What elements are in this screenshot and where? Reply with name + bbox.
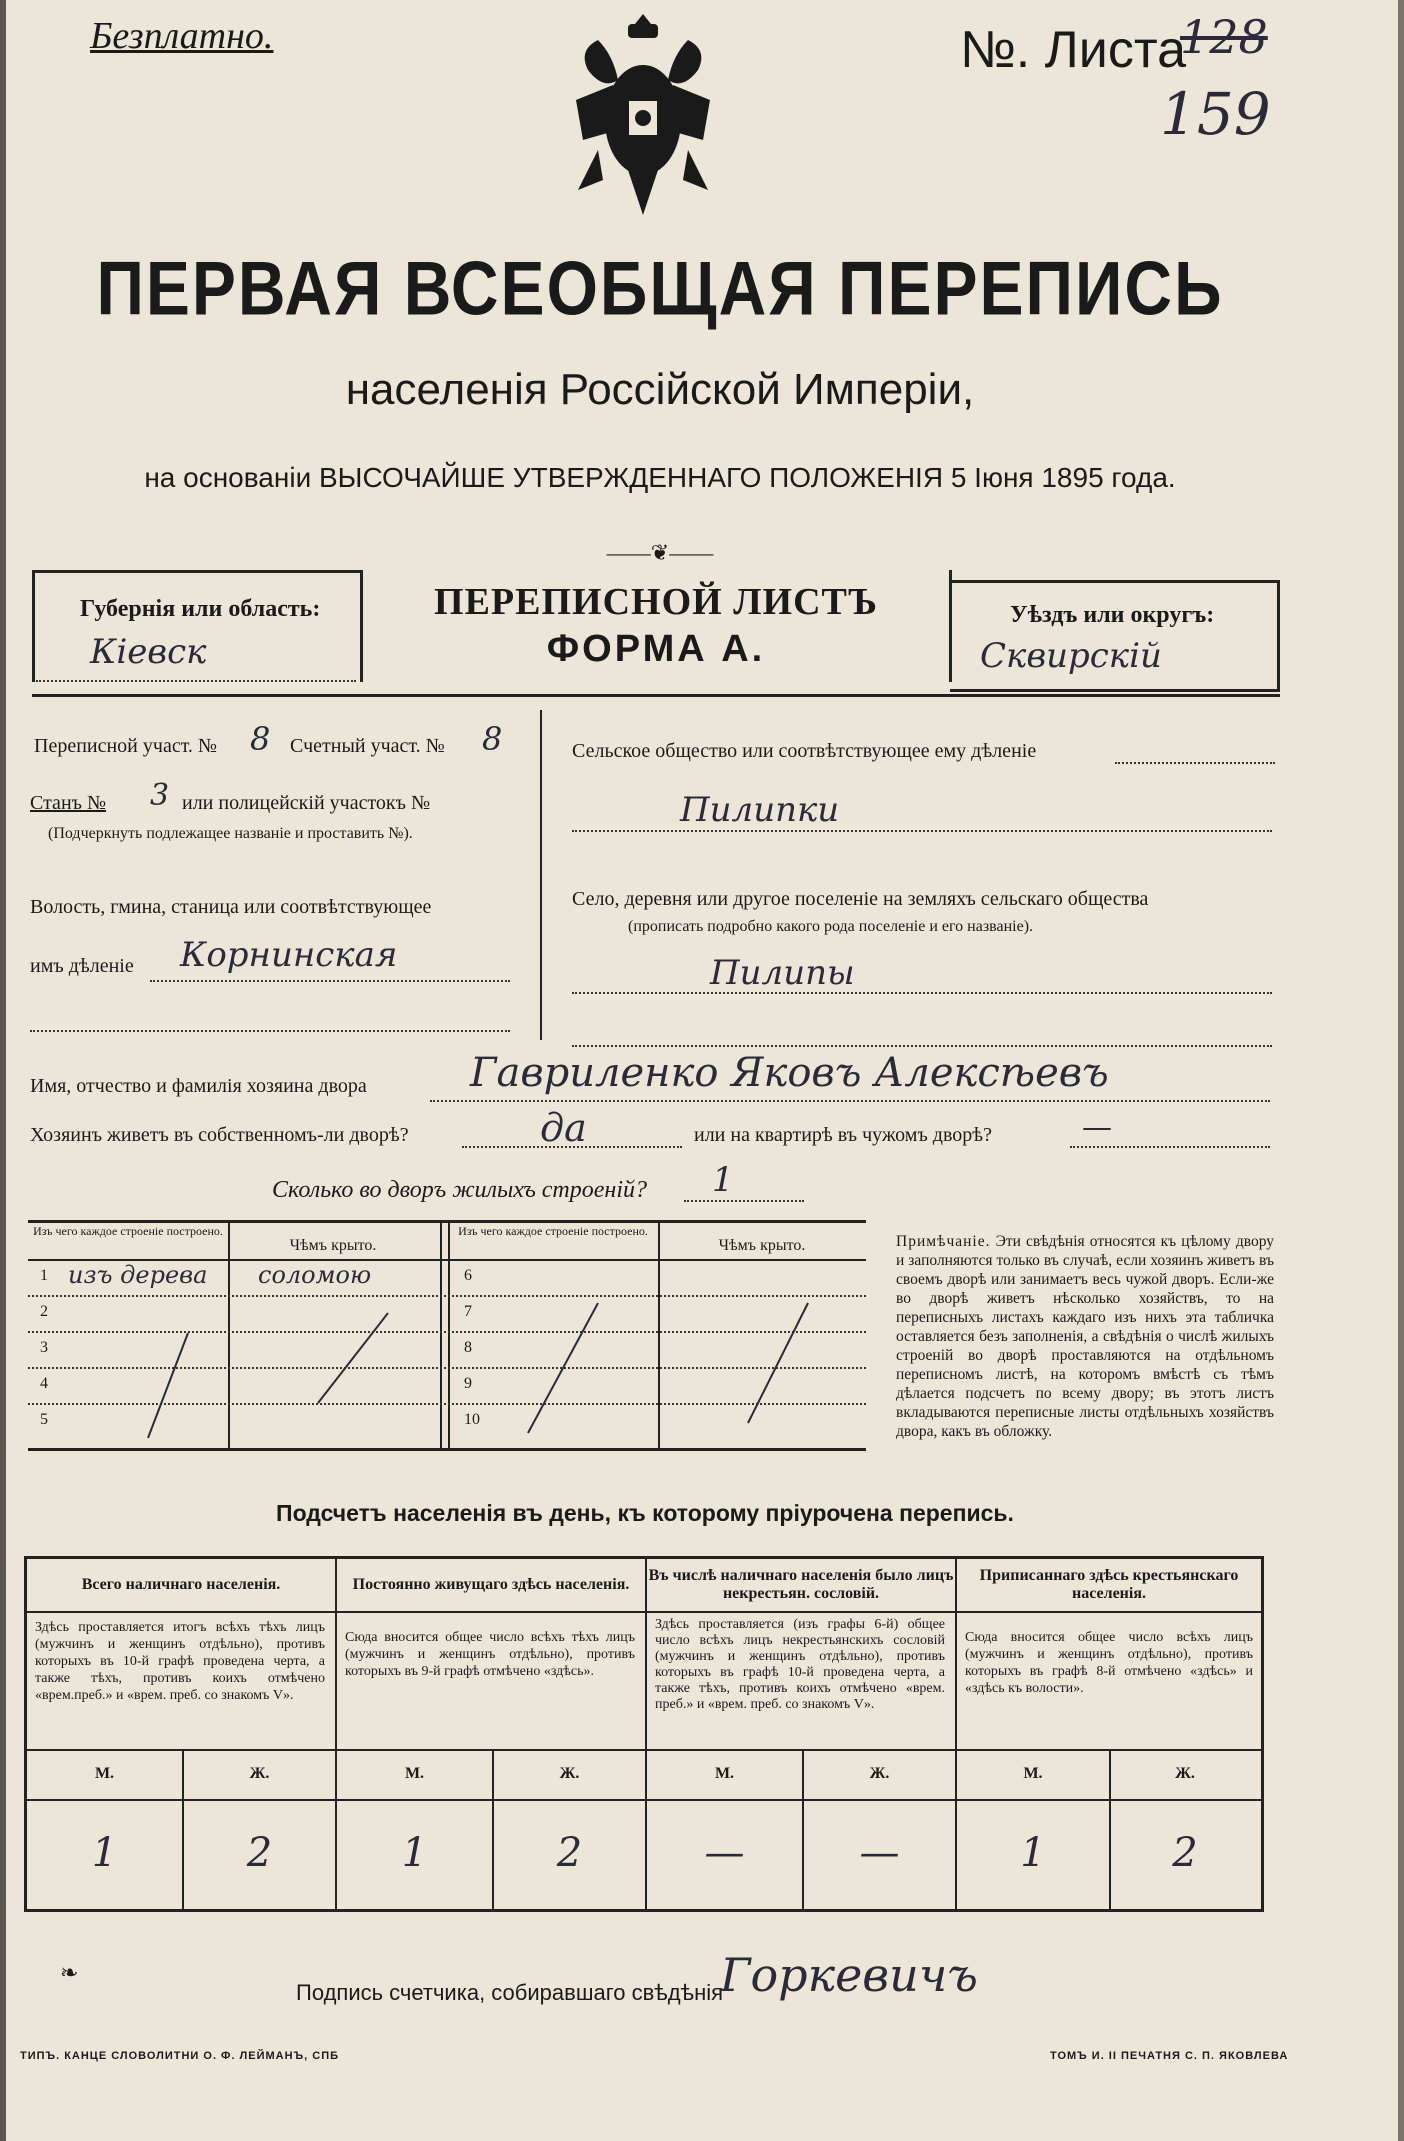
building-row-10-n: 10 <box>464 1411 480 1428</box>
sheet-number-correction: 159 <box>1160 80 1271 148</box>
society-line-1 <box>1115 762 1275 764</box>
buildings-table <box>28 1220 866 1451</box>
signature-value: Горкевичъ <box>720 1948 978 2002</box>
count-col-1-desc: Здѣсь проставляется итогъ всѣхъ тѣхъ лицъ (мужчинъ и женщинъ отдѣльно), противъ которыхъ въ 10-й графѣ проведена черта, а также тѣхъ, противъ коихъ отмѣчено «врем.преб.» и «врем. преб. со знакомъ V». <box>35 1620 325 1703</box>
building-row-4-n: 4 <box>40 1375 48 1392</box>
buildings-value: 1 <box>712 1160 734 1200</box>
form-header-bottom-rule <box>32 694 1280 697</box>
building-row-2-n: 2 <box>40 1303 48 1320</box>
stan-label: Станъ № <box>30 792 107 814</box>
society-line-2 <box>572 830 1272 832</box>
rent-value: — <box>1082 1110 1112 1145</box>
count-col-2-zh-label: Ж. <box>559 1765 580 1782</box>
count-table <box>24 1556 1264 1912</box>
note-block <box>896 1232 1274 1441</box>
uchastok-label: Переписной участ. № <box>34 735 218 757</box>
count-col-3-zh-value: — <box>859 1830 900 1876</box>
note-text: Эти свѣдѣнія относятся къ цѣлому двору и заполняются только въ случаѣ, если хозяинъ живетъ въ своемъ дворѣ или занимаетъ весь чужой дворъ. Если-же во дворѣ живетъ нѣсколько хозяйствъ, то на переписныхъ листахъ каждаго изъ нихъ эта табличка оставляется безъ заполненія, а свѣдѣнія о числѣ жилыхъ строеній во дворѣ проставляются на отдѣльномъ переписномъ листѣ, на которомъ вмѣстѣ съ тѣмъ дѣлается подсчетъ по всему двору; въ этотъ листъ вкладываются переписные листы отдѣльныхъ хозяйствъ двора, какъ въ обложку. <box>896 1233 1274 1440</box>
free-label: Безплатно. <box>90 15 274 57</box>
building-row-3-n: 3 <box>40 1339 48 1356</box>
owner-label: Имя, отчество и фамилія хозяина двора <box>30 1075 367 1097</box>
rent-label: или на квартирѣ въ чужомъ дворѣ? <box>694 1124 993 1146</box>
sheet-number-label: №. Листа <box>960 21 1187 79</box>
selo-note: (прописать подробно какого рода поселеніе и его названіе). <box>628 918 1034 935</box>
building-row-7-n: 7 <box>464 1303 472 1320</box>
imperial-eagle-emblem <box>568 10 718 225</box>
count-col-1-m-label: М. <box>94 1765 115 1782</box>
buildings-head-right-1: Изъ чего каждое строеніе построено. <box>458 1224 648 1238</box>
count-col-2-zh-value: 2 <box>556 1830 583 1876</box>
count-title: Подсчетъ населенія въ день, къ которому пріурочена перепись. <box>276 1500 1014 1526</box>
police-label: или полицейскій участокъ № <box>182 792 431 814</box>
stan-note: (Подчеркнуть подлежащее названіе и проставить №). <box>48 825 413 842</box>
note-title: Примѣчаніе. <box>896 1233 991 1250</box>
signature-label: Подпись счетчика, собиравшаго свѣдѣнія <box>296 1980 724 2005</box>
volost-label: Волость, гмина, станица или соотвѣтствующее <box>30 896 432 918</box>
census-basis: на основаніи ВЫСОЧАЙШЕ УТВЕРЖДЕННАГО ПОЛОЖЕНІЯ 5 Іюня 1895 года. <box>144 462 1176 493</box>
building-row-8-n: 8 <box>464 1339 472 1356</box>
printer-right: ТОМЪ И. II ПЕЧАТНЯ С. П. ЯКОВЛЕВА <box>1050 2050 1289 2062</box>
count-mz-rule <box>27 1799 1261 1801</box>
building-row-1-n: 1 <box>40 1267 48 1284</box>
schetny-label: Счетный участ. № <box>290 735 445 757</box>
form-title-line2: ФОРМА А. <box>546 628 766 670</box>
own-yard-label: Хозяинъ живетъ въ собственномъ-ли дворѣ? <box>30 1124 409 1146</box>
own-yard-value: да <box>540 1106 587 1150</box>
count-col-1-zh-label: Ж. <box>249 1765 270 1782</box>
count-col-1-m-value: 1 <box>91 1830 118 1876</box>
schetny-value: 8 <box>482 720 503 758</box>
buildings-head-right-2: Чѣмъ крыто. <box>718 1237 806 1254</box>
count-head-rule <box>27 1611 1261 1613</box>
rent-line <box>1070 1146 1270 1148</box>
count-col-4-m-label: М. <box>1023 1765 1043 1782</box>
owner-line <box>430 1100 1270 1102</box>
count-col-3-zh-label: Ж. <box>869 1765 890 1782</box>
count-col-2-head: Постоянно живущаго здѣсь населенія. <box>352 1576 630 1593</box>
society-value: Пилипки <box>680 790 840 830</box>
selo-line-2 <box>572 1045 1272 1047</box>
count-col-3-desc: Здѣсь проставляется (изъ графы 6-й) общее число всѣхъ лицъ некрестьянскихъ сословій (мужчинъ и женщинъ отдѣльно), противъ которыхъ въ графѣ 10-й проведена черта, а также тѣхъ, противъ коихъ отмѣчено «врем. преб.» и «врем. преб. со знакомъ V». <box>655 1617 945 1712</box>
own-yard-line <box>462 1146 682 1148</box>
uchastok-value: 8 <box>250 720 271 758</box>
uezd-label: Уѣздъ или округъ: <box>1010 602 1215 628</box>
buildings-head-left-1: Изъ чего каждое строеніе построено. <box>33 1224 223 1238</box>
count-col-4-desc: Сюда вносится общее число всѣхъ лицъ (мужчинъ и женщинъ отдѣльно), противъ которыхъ въ графѣ 8-й отмѣчено «здѣсь» и «здѣсь къ волости». <box>965 1630 1253 1696</box>
column-divider <box>540 710 542 1040</box>
count-col-2-desc: Сюда вносится общее число всѣхъ тѣхъ лицъ (мужчинъ и женщинъ отдѣльно), противъ которыхъ въ 9-й графѣ отмѣчено «здѣсь». <box>345 1630 635 1679</box>
count-col-3-m-label: М. <box>714 1765 735 1782</box>
count-col-2-m-label: М. <box>404 1765 425 1782</box>
selo-label: Село, деревня или другое поселеніе на земляхъ сельскаго общества <box>572 888 1149 910</box>
building-row-1-material: изъ дерева <box>68 1261 208 1289</box>
count-col-1-head: Всего наличнаго населенія. <box>81 1576 281 1593</box>
buildings-label: Сколько во дворъ жилыхъ строеній? <box>272 1177 647 1203</box>
count-col-4-zh-value: 2 <box>1172 1830 1198 1876</box>
building-row-9-n: 9 <box>464 1375 472 1392</box>
printer-left: ТИПЪ. КАНЦЕ СЛОВОЛИТНИ О. Ф. ЛЕЙМАНЪ, СПБ <box>20 2050 340 2062</box>
count-col-4-zh-label: Ж. <box>1175 1765 1195 1782</box>
volost-label-2: имъ дѣленіе <box>30 955 134 977</box>
uezd-value: Сквирскій <box>980 636 1162 676</box>
building-row-5-n: 5 <box>40 1411 48 1428</box>
society-label: Сельское общество или соотвѣтствующее ему дѣленіе <box>572 740 1037 762</box>
building-row-6-n: 6 <box>464 1267 472 1284</box>
gubernia-label: Губернія или область: <box>80 596 321 622</box>
count-col-1-zh-value: 2 <box>246 1830 273 1876</box>
selo-value: Пилипы <box>710 953 855 993</box>
volost-value: Корнинская <box>180 935 398 975</box>
right-page-edge <box>1398 0 1404 2141</box>
building-row-1-roof: соломою <box>258 1261 372 1289</box>
stan-value: 3 <box>150 778 170 813</box>
count-col-4-head: Приписаннаго здѣсь крестьянскаго населенія. <box>979 1567 1239 1602</box>
count-col-3-m-value: — <box>704 1830 745 1876</box>
buildings-strike-marks <box>28 1223 866 1448</box>
count-col-3-head: Въ числѣ наличнаго населенія было лицъ некрестьян. сословій. <box>648 1567 954 1602</box>
form-title-line1: ПЕРЕПИСНОЙ ЛИСТЪ <box>434 581 878 623</box>
census-title: ПЕРВАЯ ВСЕОБЩАЯ ПЕРЕПИСЬ <box>96 245 1224 331</box>
count-col-4-m-value: 1 <box>1020 1830 1046 1876</box>
volost-line-2 <box>30 1030 510 1032</box>
owner-value: Гавриленко Яковъ Алексѣевъ <box>470 1050 1109 1096</box>
buildings-head-left-2: Чѣмъ крыто. <box>289 1237 377 1254</box>
count-col-2-m-value: 1 <box>401 1830 428 1876</box>
selo-line <box>572 992 1272 994</box>
volost-line <box>150 980 510 982</box>
ornament-small: ❧ <box>60 1960 79 1985</box>
census-subtitle: населенія Россійской Имперіи, <box>345 365 975 414</box>
buildings-line <box>684 1200 804 1202</box>
sheet-number-value: 128 <box>1180 10 1268 64</box>
ornament-divider: ——❦—— <box>606 540 714 565</box>
gubernia-value: Кіевск <box>90 632 207 672</box>
gubernia-line <box>36 680 356 682</box>
